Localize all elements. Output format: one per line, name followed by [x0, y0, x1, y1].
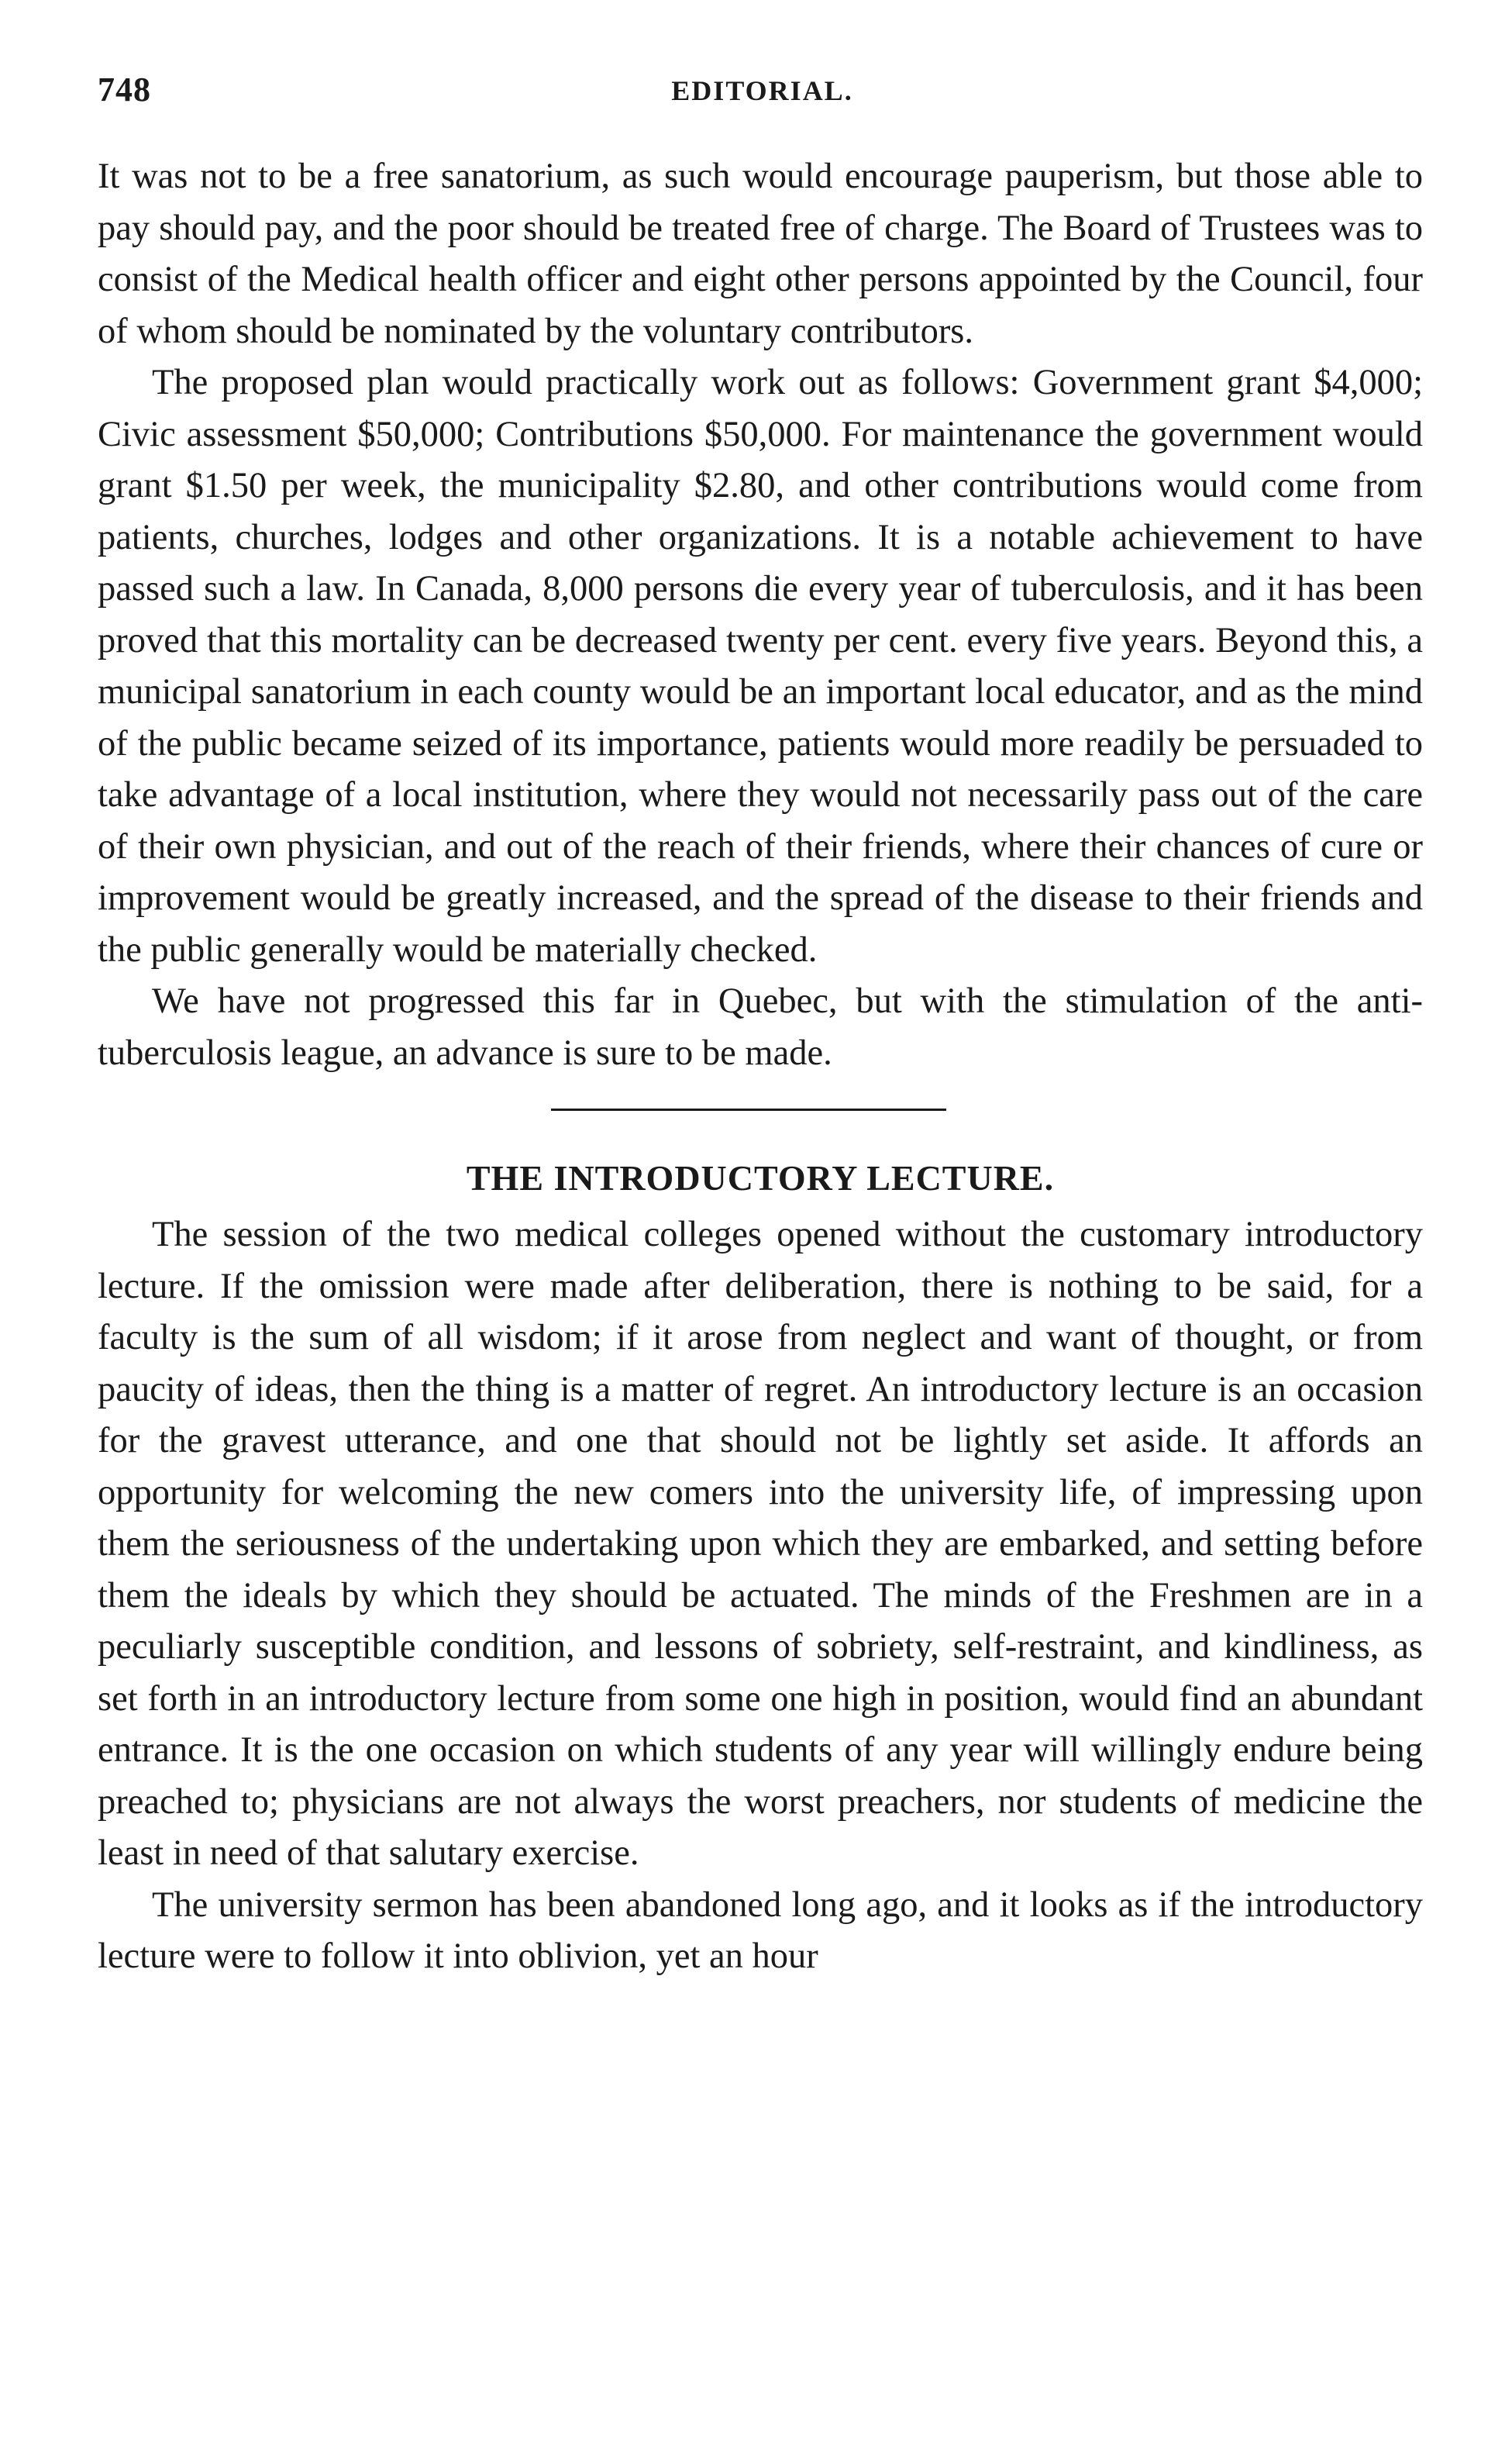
paragraph-sanatorium-terms: It was not to be a free sanatorium, as such would encourage pauperism, but those able to pay should pay, and the poor should be treated free of charge. The Board of Trustees was to consist of the Medical health officer and eight other persons appointed by the Council, four of whom should be nominated by the voluntary contributors.: [98, 157, 1423, 351]
article-body: [98, 151, 1423, 1983]
paragraph-university-sermon: The university sermon has been abandoned long ago, and it looks as if the introductory lecture were to follow it into oblivion, yet an hour: [98, 1885, 1423, 1976]
running-head: EDITORIAL.: [671, 75, 853, 106]
paragraph-introductory-lecture: The session of the two medical colleges opened without the customary introductory lecture. If the omission were made after deliberation, there is nothing to be said, for a faculty is the sum of all wisdom; if it arose from neglect and want of thought, or from paucity of ideas, then the thing is a matter of regret. An introductory lecture is an occasion for the gravest utterance, and one that should not be lightly set aside. It affords an opportunity for welcoming the new comers into the university life, of impressing upon them the seriousness of the undertaking upon which they are embarked, and setting before them the ideals by which they should be actuated. The minds of the Freshmen are in a peculiarly susceptible condition, and lessons of sobriety, self-restraint, and kindliness, as set forth in an introductory lecture from some one high in position, would find an abundant entrance. It is the one occasion on which students of any year will willingly endure being preached to; physicians are not always the worst preachers, nor students of medicine the least in need of that salutary exercise.: [98, 1215, 1423, 1873]
section-divider: [551, 1109, 946, 1111]
paragraph-quebec-progress: We have not progressed this far in Quebec, but with the stimulation of the anti-tuberculosis league, an advance is sure to be made.: [98, 981, 1423, 1073]
section-divider-block: [98, 1079, 1423, 1147]
section-heading: THE INTRODUCTORY LECTURE.: [466, 1158, 1055, 1198]
page-number: 748: [98, 71, 151, 109]
paragraph-proposed-plan: The proposed plan would practically work out as follows: Government grant $4,000; Civic assessment $50,000; Contributions $50,000. For maintenance the government would grant $1.50 per week, the municipality $2.80, and other contributions would come from patients, churches, lodges and other organizations. It is a notable achievement to have passed such a law. In Canada, 8,000 persons die every year of tuberculosis, and it has been proved that this mortality can be decreased twenty per cent. every five years. Beyond this, a municipal sanatorium in each county would be an important local educator, and as the mind of the public became seized of its importance, patients would more readily be persuaded to take advantage of a local institution, where they would not necessarily pass out of the care of their own physician, and out of the reach of their friends, where their chances of cure or improvement would be greatly increased, and the spread of the disease to their friends and the public generally would be materially checked.: [98, 363, 1423, 970]
page-header: [98, 70, 1427, 116]
